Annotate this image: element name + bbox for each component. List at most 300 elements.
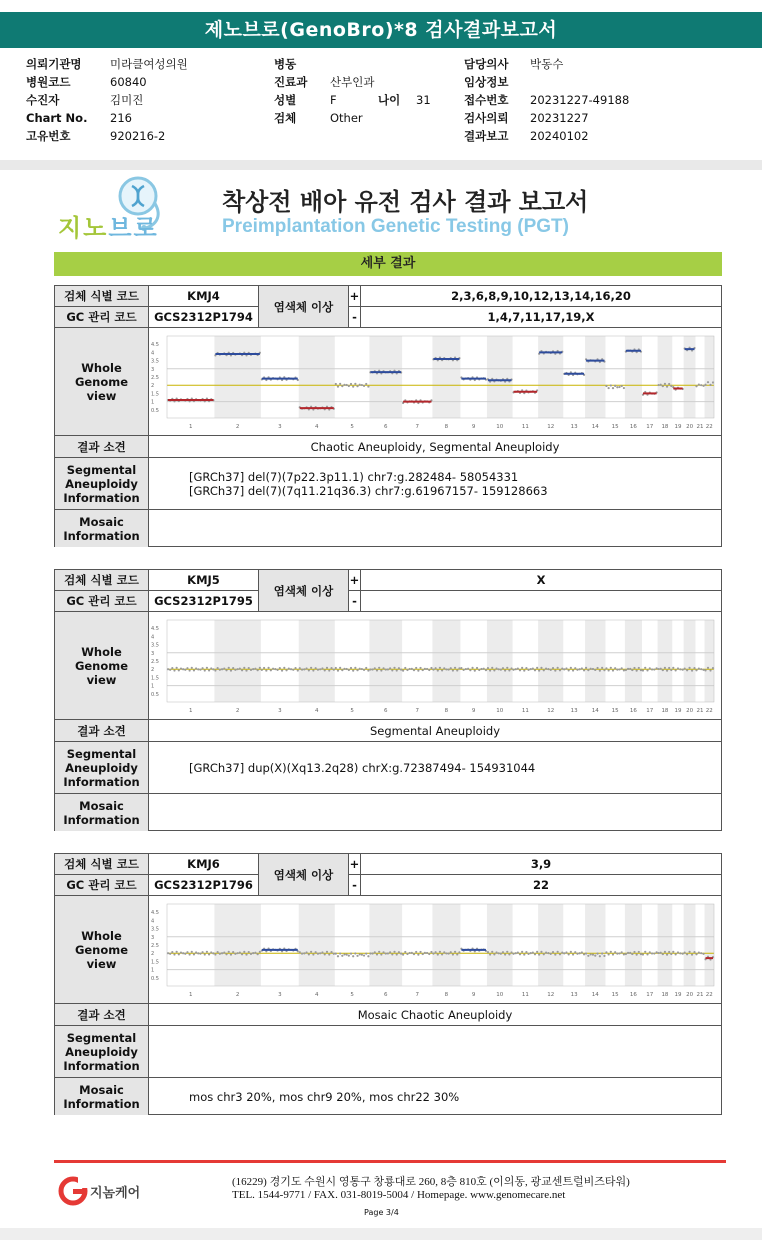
copy-number-point xyxy=(182,952,184,954)
segmental-line: [GRCh37] dup(X)(Xq13.2q28) chrX:g.72387494- 154931044 xyxy=(189,760,536,775)
copy-number-point xyxy=(495,667,497,669)
copy-number-point xyxy=(682,953,684,955)
copy-number-point xyxy=(702,669,704,671)
y-tick-label: 1.5 xyxy=(151,391,159,398)
copy-number-point xyxy=(594,955,596,957)
copy-number-point xyxy=(660,952,662,954)
copy-number-point xyxy=(310,951,312,953)
genome-plot-svg xyxy=(149,612,721,719)
copy-number-point xyxy=(550,669,552,671)
copy-number-point xyxy=(346,668,348,670)
copy-number-point xyxy=(485,669,487,671)
copy-number-point xyxy=(700,668,702,670)
copy-number-point xyxy=(452,669,454,671)
copy-number-point xyxy=(406,669,408,671)
genome-plot-svg xyxy=(149,328,721,435)
copy-number-point xyxy=(489,953,491,955)
gain-chromosomes: 2,3,6,8,9,10,12,13,14,16,20 xyxy=(451,289,631,303)
minus-sign: - xyxy=(349,307,361,327)
copy-number-point xyxy=(180,667,182,669)
y-tick-label: 1 xyxy=(151,399,155,406)
copy-number-point xyxy=(321,667,323,669)
copy-number-point xyxy=(493,953,495,955)
finding-row xyxy=(55,720,721,742)
chromosome-band xyxy=(299,336,335,418)
copy-number-point xyxy=(695,669,697,671)
copy-number-point xyxy=(234,669,236,671)
x-tick-label: 16 xyxy=(629,424,637,430)
chromosome-band xyxy=(214,904,260,986)
copy-number-point xyxy=(193,669,195,671)
copy-number-point xyxy=(343,668,345,670)
page-title: 제노브로(GenoBro)*8 검사결과보고서 xyxy=(0,12,762,48)
copy-number-point xyxy=(679,668,681,670)
copy-number-point xyxy=(254,668,256,670)
copy-number-point xyxy=(612,953,614,955)
copy-number-point xyxy=(208,953,210,955)
copy-number-point xyxy=(616,386,618,388)
copy-number-point xyxy=(356,669,358,671)
copy-number-point xyxy=(579,952,581,954)
copy-number-point xyxy=(426,668,428,670)
copy-number-point xyxy=(682,669,684,671)
page-bottom-margin xyxy=(0,1228,762,1240)
copy-number-point xyxy=(559,669,561,671)
header-label: 담당의사 xyxy=(464,57,509,71)
copy-number-point xyxy=(346,384,348,386)
copy-number-point xyxy=(621,667,623,669)
copy-number-point xyxy=(570,667,572,669)
copy-number-point xyxy=(299,951,301,953)
header-label: 결과보고 xyxy=(464,129,509,143)
chromosome-band xyxy=(585,620,605,702)
copy-number-point xyxy=(583,669,585,671)
copy-number-point xyxy=(540,951,542,953)
copy-number-point xyxy=(415,951,417,953)
header-col-2 xyxy=(274,55,431,127)
chromosome-band xyxy=(684,904,696,986)
copy-number-point xyxy=(655,951,657,953)
copy-number-point xyxy=(180,951,182,953)
copy-number-point xyxy=(219,669,221,671)
copy-number-point xyxy=(631,953,633,955)
report-title: 착상전 배아 유전 검사 결과 보고서 xyxy=(222,188,589,216)
copy-number-point xyxy=(456,953,458,955)
x-tick-label: 17 xyxy=(646,424,654,430)
sample-id-row xyxy=(55,854,721,875)
copy-number-point xyxy=(303,668,305,670)
copy-number-point xyxy=(212,952,214,954)
copy-number-point xyxy=(545,668,547,670)
copy-number-point xyxy=(644,951,646,953)
copy-number-point xyxy=(261,669,263,671)
copy-number-point xyxy=(506,667,508,669)
header-label: 고유번호 xyxy=(26,129,71,143)
copy-number-point xyxy=(668,383,670,385)
copy-number-point xyxy=(443,667,445,669)
footer-contact: TEL. 1544-9771 / FAX. 031-8019-5004 / Homepage. www.genomecare.net xyxy=(232,1189,566,1201)
copy-number-point xyxy=(651,952,653,954)
copy-number-point xyxy=(341,955,343,957)
chromosome-band xyxy=(538,336,563,418)
copy-number-point xyxy=(371,668,373,670)
copy-number-point xyxy=(169,953,171,955)
copy-number-point xyxy=(315,951,317,953)
copy-number-point xyxy=(441,953,443,955)
copy-number-point xyxy=(508,953,510,955)
copy-number-point xyxy=(359,953,361,955)
minus-sign: - xyxy=(349,875,361,895)
x-tick-label: 19 xyxy=(674,424,682,430)
copy-number-point xyxy=(241,669,243,671)
x-tick-label: 15 xyxy=(611,424,619,430)
copy-number-point xyxy=(657,952,659,954)
copy-number-point xyxy=(252,952,254,954)
copy-number-point xyxy=(393,951,395,953)
copy-number-point xyxy=(206,667,208,669)
copy-number-point xyxy=(504,669,506,671)
copy-number-point xyxy=(217,667,219,669)
copy-number-point xyxy=(337,385,339,387)
sample-block-kmj5 xyxy=(54,569,722,831)
logo-text-part: 브로 xyxy=(108,214,159,242)
copy-number-point xyxy=(587,669,589,671)
copy-number-point xyxy=(326,667,328,669)
x-tick-label: 8 xyxy=(444,424,449,430)
copy-number-point xyxy=(376,953,378,955)
copy-number-point xyxy=(688,667,690,669)
copy-number-point xyxy=(270,669,272,671)
copy-number-point xyxy=(601,667,603,669)
copy-number-point xyxy=(506,951,508,953)
x-tick-label: 2 xyxy=(235,708,240,714)
x-tick-label: 7 xyxy=(415,992,420,998)
copy-number-point xyxy=(709,384,711,386)
copy-number-point xyxy=(330,667,332,669)
copy-number-point xyxy=(385,668,387,670)
copy-number-point xyxy=(675,953,677,955)
finding-value: Chaotic Aneuploidy, Segmental Aneuploidy xyxy=(310,439,560,454)
copy-number-point xyxy=(186,951,188,953)
chromosome-band xyxy=(487,904,513,986)
loss-chromosomes: 22 xyxy=(532,878,549,892)
x-tick-label: 12 xyxy=(547,424,555,430)
copy-number-point xyxy=(250,669,252,671)
copy-number-point xyxy=(225,953,227,955)
copy-number-point xyxy=(559,953,561,955)
copy-number-point xyxy=(199,953,201,955)
age-label: 나이 xyxy=(378,93,401,107)
copy-number-point xyxy=(510,951,512,953)
copy-number-point xyxy=(576,669,578,671)
copy-number-point xyxy=(684,952,686,954)
copy-number-point xyxy=(521,667,523,669)
copy-number-point xyxy=(169,669,171,671)
copy-number-point xyxy=(517,667,519,669)
copy-number-point xyxy=(530,952,532,954)
copy-number-point xyxy=(677,667,679,669)
copy-number-point xyxy=(693,667,695,669)
copy-number-point xyxy=(700,952,702,954)
copy-number-point xyxy=(653,952,655,954)
header-value: 산부인과 xyxy=(330,75,375,89)
copy-number-point xyxy=(576,953,578,955)
sample-id-row xyxy=(55,286,721,307)
y-tick-label: 4.5 xyxy=(151,910,159,917)
copy-number-point xyxy=(698,384,700,386)
whole-genome-plot xyxy=(149,612,721,719)
copy-number-point xyxy=(430,667,432,669)
logo-text xyxy=(58,208,159,243)
copy-number-point xyxy=(627,668,629,670)
copy-number-point xyxy=(243,667,245,669)
copy-number-point xyxy=(660,384,662,386)
x-tick-label: 4 xyxy=(315,708,319,714)
copy-number-point xyxy=(239,668,241,670)
y-tick-label: 1 xyxy=(151,967,155,974)
chromosome-band xyxy=(487,336,513,418)
copy-number-point xyxy=(636,953,638,955)
copy-number-point xyxy=(657,668,659,670)
copy-number-point xyxy=(547,668,549,670)
copy-number-point xyxy=(387,952,389,954)
copy-number-point xyxy=(326,951,328,953)
copy-number-point xyxy=(679,952,681,954)
copy-number-point xyxy=(363,954,365,956)
copy-number-point xyxy=(594,669,596,671)
copy-number-point xyxy=(596,667,598,669)
copy-number-point xyxy=(330,951,332,953)
segmental-label: Segmental Aneuploidy Information xyxy=(55,458,149,509)
copy-number-point xyxy=(623,953,625,955)
chromosome-band xyxy=(299,904,335,986)
y-tick-label: 4 xyxy=(151,918,155,925)
segmental-label: Segmental Aneuploidy Information xyxy=(55,1026,149,1077)
x-tick-label: 13 xyxy=(570,708,578,714)
copy-number-point xyxy=(281,669,283,671)
x-tick-label: 19 xyxy=(674,708,682,714)
abnormal-label: 염색체 이상 xyxy=(259,570,349,612)
copy-number-point xyxy=(348,669,350,671)
copy-number-point xyxy=(443,951,445,953)
y-tick-label: 1.5 xyxy=(151,675,159,682)
copy-number-point xyxy=(476,667,478,669)
logo-text-part: 지노 xyxy=(58,214,109,242)
copy-number-point xyxy=(601,952,603,954)
copy-number-point xyxy=(657,384,659,386)
copy-number-point xyxy=(614,385,616,387)
x-tick-label: 3 xyxy=(278,424,282,430)
copy-number-point xyxy=(343,953,345,955)
copy-number-point xyxy=(489,669,491,671)
segmental-row xyxy=(55,1026,721,1078)
x-tick-label: 18 xyxy=(661,992,669,998)
finding-label: 결과 소견 xyxy=(55,720,149,741)
copy-number-point xyxy=(389,667,391,669)
copy-number-point xyxy=(686,669,688,671)
copy-number-point xyxy=(191,667,193,669)
copy-number-point xyxy=(380,953,382,955)
copy-number-point xyxy=(709,669,711,671)
copy-number-point xyxy=(186,667,188,669)
copy-number-point xyxy=(557,951,559,953)
copy-number-point xyxy=(422,669,424,671)
copy-number-point xyxy=(500,669,502,671)
segmental-value xyxy=(149,1026,721,1077)
copy-number-point xyxy=(237,668,239,670)
copy-number-point xyxy=(633,951,635,953)
copy-number-point xyxy=(523,669,525,671)
copy-number-point xyxy=(265,669,267,671)
copy-number-point xyxy=(625,669,627,671)
copy-number-point xyxy=(439,667,441,669)
copy-number-point xyxy=(312,953,314,955)
x-tick-label: 11 xyxy=(521,424,529,430)
sample-block-kmj4 xyxy=(54,285,722,547)
copy-number-point xyxy=(402,953,404,955)
copy-number-point xyxy=(404,667,406,669)
copy-number-point xyxy=(487,667,489,669)
segmental-value xyxy=(149,458,721,509)
y-tick-label: 2 xyxy=(151,667,155,674)
copy-number-point xyxy=(450,951,452,953)
copy-number-point xyxy=(523,953,525,955)
segmental-row xyxy=(55,742,721,794)
chromosome-band xyxy=(432,904,460,986)
footer-address: (16229) 경기도 수원시 영통구 창룡대로 260, 8층 810호 (이의동, 광교센트럴비즈타워) xyxy=(232,1176,630,1188)
copy-number-point xyxy=(422,953,424,955)
copy-number-point xyxy=(197,668,199,670)
x-tick-label: 5 xyxy=(350,424,354,430)
copy-number-point xyxy=(230,953,232,955)
copy-number-point xyxy=(413,953,415,955)
sample-id-value: KMJ4 xyxy=(149,286,259,306)
header-value: 박동수 xyxy=(530,57,564,71)
copy-number-point xyxy=(651,668,653,670)
copy-number-point xyxy=(603,669,605,671)
header-label: 임상정보 xyxy=(464,75,509,89)
copy-number-point xyxy=(350,383,352,385)
copy-number-point xyxy=(441,669,443,671)
copy-number-point xyxy=(655,667,657,669)
chromosome-band xyxy=(214,336,260,418)
y-tick-label: 3 xyxy=(151,366,155,373)
copy-number-point xyxy=(417,670,419,672)
copy-number-point xyxy=(700,384,702,386)
copy-number-point xyxy=(210,951,212,953)
copy-number-point xyxy=(382,951,384,953)
copy-number-point xyxy=(424,952,426,954)
copy-number-point xyxy=(552,951,554,953)
copy-number-point xyxy=(359,668,361,670)
copy-number-point xyxy=(636,669,638,671)
copy-number-point xyxy=(406,953,408,955)
sample-block-kmj6 xyxy=(54,853,722,1115)
copy-number-point xyxy=(612,387,614,389)
copy-number-point xyxy=(308,953,310,955)
x-tick-label: 18 xyxy=(661,424,669,430)
header-label: 검체 xyxy=(274,111,297,125)
x-tick-label: 7 xyxy=(415,708,420,714)
copy-number-point xyxy=(530,668,532,670)
minus-sign: - xyxy=(349,591,361,611)
mosaic-label: Mosaic Information xyxy=(55,1078,149,1115)
segmental-value xyxy=(149,742,721,793)
genobro-logo xyxy=(58,172,188,242)
copy-number-point xyxy=(508,669,510,671)
copy-number-point xyxy=(285,669,287,671)
y-tick-label: 0.5 xyxy=(151,407,159,414)
x-tick-label: 10 xyxy=(496,708,504,714)
copy-number-point xyxy=(319,952,321,954)
copy-number-point xyxy=(335,383,337,385)
copy-number-point xyxy=(666,953,668,955)
y-tick-label: 2.5 xyxy=(151,375,159,381)
copy-number-point xyxy=(527,953,529,955)
header-value: Other xyxy=(330,111,363,125)
mosaic-row xyxy=(55,1078,721,1115)
copy-number-point xyxy=(502,667,504,669)
copy-number-point xyxy=(561,667,563,669)
copy-number-point xyxy=(328,953,330,955)
plus-sign: + xyxy=(349,286,361,306)
copy-number-point xyxy=(579,668,581,670)
copy-number-point xyxy=(543,669,545,671)
copy-number-point xyxy=(279,667,281,669)
copy-number-point xyxy=(704,384,706,386)
x-tick-label: 15 xyxy=(611,992,619,998)
copy-number-point xyxy=(195,667,197,669)
copy-number-point xyxy=(305,951,307,953)
copy-number-point xyxy=(411,952,413,954)
chromosome-band xyxy=(487,620,513,702)
copy-number-point xyxy=(649,667,651,669)
copy-number-point xyxy=(301,669,303,671)
copy-number-point xyxy=(583,953,585,955)
copy-number-point xyxy=(201,951,203,953)
copy-number-point xyxy=(599,955,601,957)
copy-number-point xyxy=(618,668,620,670)
x-tick-label: 6 xyxy=(384,708,388,714)
x-tick-label: 3 xyxy=(278,992,282,998)
y-tick-label: 2.5 xyxy=(151,943,159,949)
copy-number-point xyxy=(592,954,594,956)
copy-number-point xyxy=(616,668,618,670)
copy-number-point xyxy=(208,669,210,671)
copy-number-point xyxy=(688,951,690,953)
copy-number-point xyxy=(702,953,704,955)
mosaic-row xyxy=(55,794,721,831)
chromosome-band xyxy=(432,336,460,418)
copy-number-point xyxy=(248,667,250,669)
copy-number-point xyxy=(400,669,402,671)
report-subtitle: Preimplantation Genetic Testing (PGT) xyxy=(222,216,569,237)
copy-number-point xyxy=(173,953,175,955)
copy-number-point xyxy=(664,667,666,669)
header-value: 216 xyxy=(110,111,132,125)
sample-id-label: 검체 식별 코드 xyxy=(55,854,149,874)
mosaic-label: Mosaic Information xyxy=(55,510,149,547)
copy-number-point xyxy=(538,669,540,671)
x-tick-label: 6 xyxy=(384,992,388,998)
x-tick-label: 4 xyxy=(315,424,319,430)
copy-number-point xyxy=(428,953,430,955)
copy-number-point xyxy=(301,953,303,955)
whole-genome-label: Whole Genome view xyxy=(55,896,149,1003)
copy-number-point xyxy=(623,669,625,671)
copy-number-point xyxy=(315,667,317,669)
chromosome-band xyxy=(705,336,714,418)
